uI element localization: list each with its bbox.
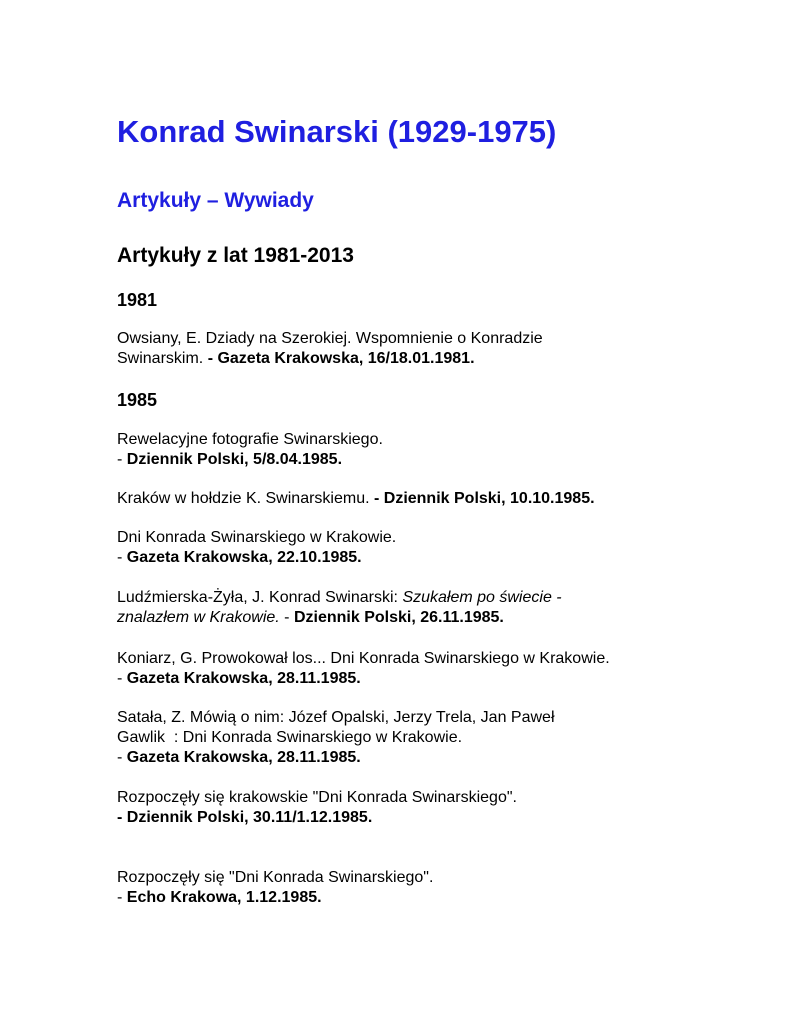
year-heading-1981: 1981 bbox=[117, 290, 158, 310]
entry-prefix: - bbox=[117, 749, 127, 766]
entry-source: Gazeta Krakowska, 22.10.1985. bbox=[126, 549, 362, 566]
entry-source: - Dziennik Polski, 30.11/1.12.1985. bbox=[117, 809, 373, 826]
article-entry bbox=[117, 329, 677, 369]
entry-prefix: - bbox=[117, 549, 127, 566]
page-title: Konrad Swinarski (1929-1975) bbox=[117, 114, 557, 149]
article-entry bbox=[117, 528, 677, 568]
entry-source: Dziennik Polski, 5/8.04.1985. bbox=[126, 451, 343, 468]
entry-title-italic: znalazłem w Krakowie. bbox=[117, 609, 280, 626]
entry-source: Dziennik Polski, 26.11.1985. bbox=[293, 609, 504, 626]
entry-text: Swinarskim. bbox=[117, 350, 208, 367]
section-heading: Artykuły z lat 1981-2013 bbox=[117, 244, 354, 267]
article-entry bbox=[117, 708, 677, 768]
entry-separator: - bbox=[279, 609, 294, 626]
article-entry bbox=[117, 430, 677, 470]
article-entry bbox=[117, 649, 677, 689]
entry-text: Rozpoczęły się krakowskie "Dni Konrada Swinarskiego". bbox=[117, 789, 517, 806]
entry-text: Owsiany, E. Dziady na Szerokiej. Wspomnienie o Konradzie bbox=[117, 330, 543, 347]
entry-text: Dni Konrada Swinarskiego w Krakowie. bbox=[117, 529, 397, 546]
article-entry bbox=[117, 868, 677, 908]
entry-source: Gazeta Krakowska, 28.11.1985. bbox=[126, 670, 361, 687]
entry-prefix: - bbox=[117, 451, 127, 468]
entry-text: Ludźmierska-Żyła, J. Konrad Swinarski: bbox=[117, 589, 403, 606]
entry-prefix: - bbox=[117, 889, 127, 906]
page-subtitle: Artykuły – Wywiady bbox=[117, 189, 314, 212]
entry-text: Koniarz, G. Prowokował los... Dni Konrada Swinarskiego w Krakowie. bbox=[117, 650, 610, 667]
entry-source: - Dziennik Polski, 10.10.1985. bbox=[373, 490, 595, 507]
entry-title-italic: Szukałem po świecie - bbox=[402, 589, 562, 606]
article-entry bbox=[117, 588, 677, 628]
entry-source: Echo Krakowa, 1.12.1985. bbox=[126, 889, 322, 906]
entry-text: Rozpoczęły się "Dni Konrada Swinarskiego". bbox=[117, 869, 434, 886]
entry-source: - Gazeta Krakowska, 16/18.01.1981. bbox=[207, 350, 475, 367]
entry-text: Rewelacyjne fotografie Swinarskiego. bbox=[117, 431, 383, 448]
article-entry bbox=[117, 489, 677, 509]
article-entry bbox=[117, 788, 677, 828]
year-heading-1985: 1985 bbox=[117, 390, 158, 410]
entry-text: Gawlik : Dni Konrada Swinarskiego w Krakowie. bbox=[117, 729, 463, 746]
entry-source: Gazeta Krakowska, 28.11.1985. bbox=[126, 749, 361, 766]
entry-text: Kraków w hołdzie K. Swinarskiemu. bbox=[117, 490, 374, 507]
entry-text: Satała, Z. Mówią o nim: Józef Opalski, Jerzy Trela, Jan Paweł bbox=[117, 709, 555, 726]
entry-prefix: - bbox=[117, 670, 127, 687]
